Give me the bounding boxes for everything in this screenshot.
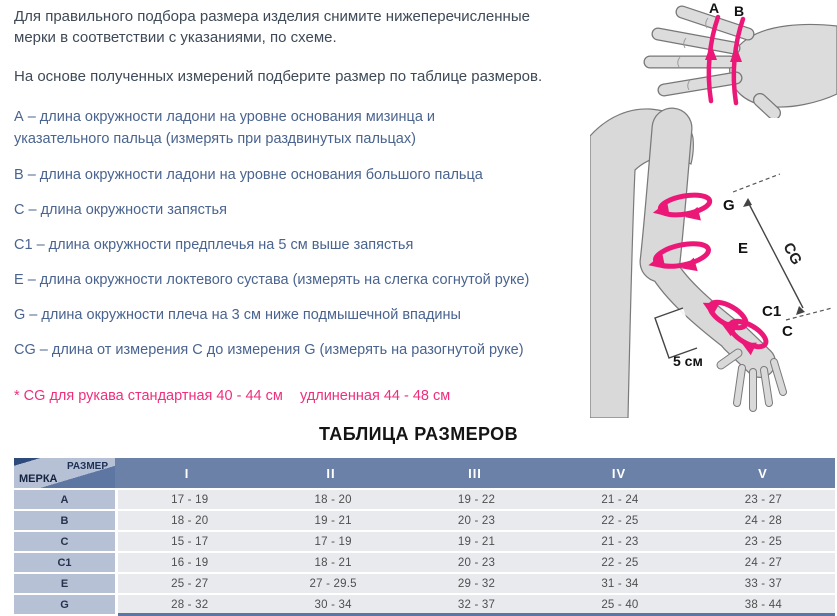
measurement-item-c1: С1 – длина окружности предплечья на 5 см выше запястья xyxy=(14,237,414,253)
row-label: В xyxy=(14,511,115,530)
arm-label-c: C xyxy=(782,323,793,340)
cell: 24 - 28 xyxy=(744,514,782,527)
cell: 25 - 40 xyxy=(601,598,639,611)
size-table xyxy=(14,458,835,614)
corner-cell xyxy=(14,458,115,488)
intro-paragraph-1: Для правильного подбора размера изделия снимите нижеперечисленные мерки в соответствии с указаниями, по схеме. xyxy=(14,8,530,47)
cell: 23 - 25 xyxy=(744,535,782,548)
cell: 16 - 19 xyxy=(171,556,209,569)
measurement-item-cg: CG – длина от измерения С до измерения G (измерять на разогнутой руке) xyxy=(14,342,524,358)
cell: 20 - 23 xyxy=(457,556,496,569)
column-header-2: II xyxy=(326,465,336,481)
arm-label-e: E xyxy=(738,240,749,257)
cell: 32 - 37 xyxy=(457,598,496,611)
cell: 38 - 44 xyxy=(744,598,782,611)
intro-paragraph-2: На основе полученных измерений подберите размер по таблице размеров. xyxy=(14,68,543,85)
cell: 22 - 25 xyxy=(601,514,639,527)
hand-measurement-diagram xyxy=(630,0,837,118)
cell: 21 - 24 xyxy=(601,493,639,506)
cell: 17 - 19 xyxy=(171,493,209,506)
cell: 20 - 23 xyxy=(457,514,496,527)
cell: 27 - 29.5 xyxy=(309,577,357,590)
size-table-header xyxy=(14,458,835,488)
table-row-c xyxy=(14,532,835,551)
note-extended: удлиненная 44 - 48 см xyxy=(300,388,451,404)
cell: 31 - 34 xyxy=(601,577,639,590)
cell: 29 - 32 xyxy=(457,577,496,590)
table-row-e xyxy=(14,574,835,593)
corner-size-label: РАЗМЕР xyxy=(67,461,108,472)
measurement-item-g: G – длина окружности плеча на 3 см ниже подмышечной впадины xyxy=(14,307,461,323)
cell: 28 - 32 xyxy=(171,598,209,611)
row-label: С1 xyxy=(14,553,115,572)
arm-label-g: G xyxy=(723,197,735,214)
hand-label-b: B xyxy=(733,3,745,19)
cell: 25 - 27 xyxy=(171,577,209,590)
measurement-item-b: В – длина окружности ладони на уровне основания большого пальца xyxy=(14,167,483,183)
table-row-b xyxy=(14,511,835,530)
measurement-item-a: А – длина окружности ладони на уровне основания мизинца и указательного пальца (измерять при раздвинутых пальцах) xyxy=(14,109,436,147)
arm-label-c1: C1 xyxy=(762,303,782,320)
cell: 33 - 37 xyxy=(744,577,782,590)
measurement-item-e: Е – длина окружности локтевого сустава (измерять на слегка согнутой руке) xyxy=(14,272,530,288)
cell: 17 - 19 xyxy=(314,535,352,548)
cell: 19 - 22 xyxy=(457,493,496,506)
arm-measurement-diagram xyxy=(590,106,837,418)
cell: 19 - 21 xyxy=(457,535,496,548)
column-header-4: IV xyxy=(611,465,627,481)
cell: 18 - 20 xyxy=(314,493,352,506)
cell: 18 - 21 xyxy=(314,556,352,569)
arm-label-cg: CG xyxy=(779,239,806,268)
corner-merka-label: МЕРКА xyxy=(19,473,58,485)
cell: 18 - 20 xyxy=(171,514,209,527)
size-table-title: ТАБЛИЦА РАЗМЕРОВ xyxy=(319,424,518,444)
row-label: А xyxy=(14,490,115,509)
cell: 30 - 34 xyxy=(314,598,352,611)
measurement-item-c: С – длина окружности запястья xyxy=(14,202,227,218)
column-header-5: V xyxy=(758,465,768,481)
row-label: G xyxy=(14,595,115,614)
cell: 24 - 27 xyxy=(744,556,782,569)
table-row-c1 xyxy=(14,553,835,572)
column-header-1: I xyxy=(184,465,190,481)
row-label: Е xyxy=(14,574,115,593)
hand-label-a: A xyxy=(708,0,720,16)
row-label: С xyxy=(14,532,115,551)
cell: 23 - 27 xyxy=(744,493,782,506)
column-header-3: III xyxy=(468,465,482,481)
note-standard: * CG для рукава стандартная 40 - 44 см xyxy=(14,388,283,404)
arm-label-5cm: 5 см xyxy=(673,353,703,369)
cell: 21 - 23 xyxy=(601,535,639,548)
table-row-g xyxy=(14,595,835,614)
cell: 19 - 21 xyxy=(314,514,352,527)
cell: 22 - 25 xyxy=(601,556,639,569)
cell: 15 - 17 xyxy=(171,535,209,548)
table-row-a xyxy=(14,490,835,509)
